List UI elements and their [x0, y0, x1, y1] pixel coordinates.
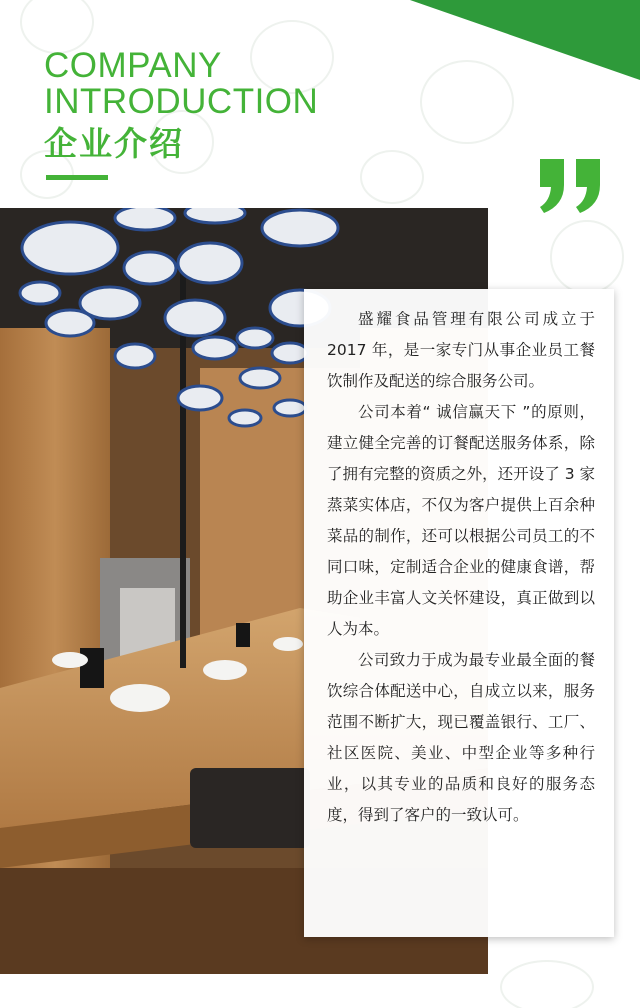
intro-paragraph: 盛耀食品管理有限公司成立于 2017 年，是一家专门从事企业员工餐饮制作及配送的综合服务公司。 — [327, 310, 595, 390]
title-line-company: COMPANY — [44, 46, 222, 85]
introduction-text — [327, 304, 595, 831]
page-title-chinese: 企业介绍 — [44, 124, 184, 163]
page-title-english — [44, 48, 318, 120]
quotation-mark-icon — [536, 155, 606, 215]
title-line-introduction: INTRODUCTION — [44, 82, 319, 121]
title-underline — [46, 175, 108, 180]
intro-paragraph: 公司本着“ 诚信赢天下 ”的原则，建立健全完善的订餐配送服务体系，除了拥有完整的资质之外，还开设了 3 家蒸菜实体店，不仅为客户提供上百余种菜品的制作，还可以根据公司员工的不同口味，定制适合企业的健康食谱，帮助企业丰富人文关怀建设，真正做到以人为本。 — [327, 403, 595, 638]
corner-green-triangle — [410, 0, 640, 80]
intro-paragraph: 公司致力于成为最专业最全面的餐饮综合体配送中心，自成立以来，服务范围不断扩大，现已覆盖银行、工厂、社区医院、美业、中型企业等多种行业，以其专业的品质和良好的服务态度，得到了客户的一致认可。 — [327, 651, 595, 824]
